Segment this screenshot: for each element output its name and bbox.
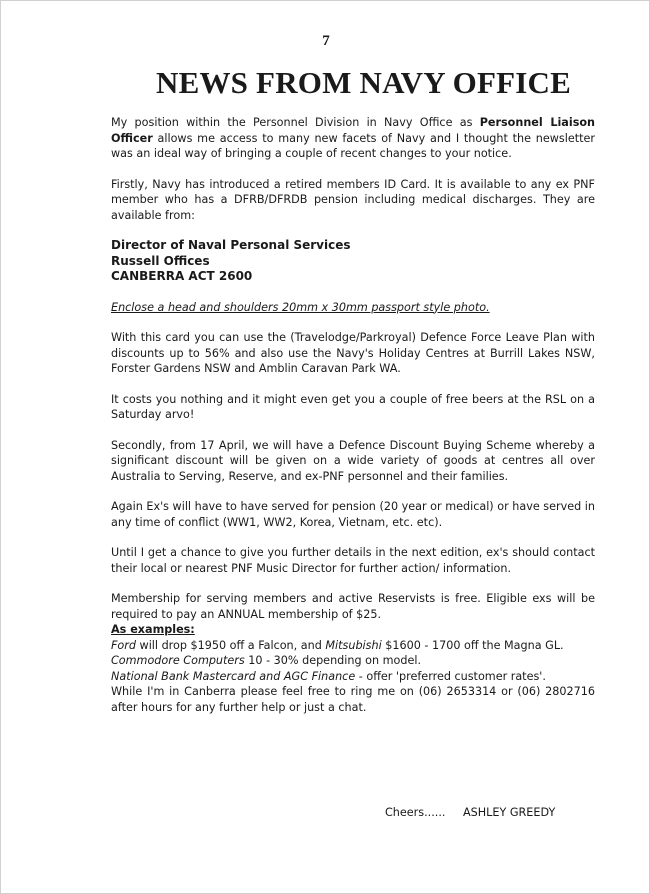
paragraph-discount-scheme: Secondly, from 17 April, we will have a Defence Discount Buying Scheme whereby a significant discount will be given on a wide variety of goods at centres all over Australia to Serving, Reserve, and ex-PNF personnel and their families. — [111, 438, 595, 483]
example-text: $1600 - 1700 off the Magna GL. — [381, 638, 564, 652]
brand-name: Ford — [111, 638, 136, 652]
paragraph-closing: While I'm in Canberra please feel free to ring me on (06) 2653314 or (06) 2802716 after hours for any further help or just a chat. — [111, 685, 595, 714]
example-text: 10 - 30% depending on model. — [244, 654, 421, 667]
signoff — [385, 806, 555, 819]
article-body — [111, 115, 595, 715]
author-name: ASHLEY GREEDY — [463, 806, 556, 819]
address-line: Russell Offices — [111, 253, 210, 268]
example-item — [111, 638, 595, 654]
paragraph-intro — [111, 115, 595, 162]
signoff-word: Cheers...... — [385, 806, 446, 819]
brand-name: Commodore Computers — [111, 654, 245, 667]
intro-text: My position within the Personnel Division in Navy Office as — [111, 116, 480, 129]
photo-instruction: Enclose a head and shoulders 20mm x 30mm passport style photo. — [111, 300, 490, 314]
example-item — [111, 669, 595, 685]
page-number: 7 — [322, 33, 330, 49]
brand-name: National Bank Mastercard and AGC Finance — [111, 669, 356, 683]
paragraph-id-card: Firstly, Navy has introduced a retired members ID Card. It is available to any ex PNF member who has a DFRB/DFRDB pension including medical discharges. They are available from: — [111, 177, 595, 222]
brand-name: Mitsubishi — [325, 638, 382, 652]
role-name: Personnel Liaison Officer — [111, 116, 595, 145]
examples-heading: As examples: — [111, 623, 195, 636]
paragraph-contact: Until I get a chance to give you further details in the next edition, ex's should contact their local or nearest PNF Music Director for further action/ information. — [111, 546, 595, 575]
address-line: CANBERRA ACT 2600 — [111, 269, 253, 283]
example-text: will drop $1950 off a Falcon, and — [135, 638, 326, 652]
paragraph-membership: Membership for serving members and active Reservists is free. Eligible exs will be required to pay an ANNUAL membership of $25. — [111, 592, 595, 621]
paragraph-cost: It costs you nothing and it might even get you a couple of free beers at the RSL on a Saturday arvo! — [111, 392, 595, 421]
example-item — [111, 653, 595, 669]
example-text: - offer 'preferred customer rates'. — [355, 669, 546, 683]
paragraph-leave-plan: With this card you can use the (Travelodge/Parkroyal) Defence Force Leave Plan with discounts up to 56% and also use the Navy's Holiday Centres at Burrill Lakes NSW, Forster Gardens NSW and Amblin Caravan Park WA. — [111, 331, 595, 375]
address-block — [111, 238, 595, 285]
address-line: Director of Naval Personal Services — [111, 238, 351, 252]
page-title: NEWS FROM NAVY OFFICE — [156, 65, 571, 100]
intro-text-end: allows me access to many new facets of Navy and I thought the newsletter was an ideal way of bringing a couple of recent changes to your notice. — [111, 131, 595, 160]
paragraph-eligibility: Again Ex's will have to have served for pension (20 year or medical) or have served in any time of conflict (WW1, WW2, Korea, Vietnam, etc. etc). — [111, 500, 595, 529]
